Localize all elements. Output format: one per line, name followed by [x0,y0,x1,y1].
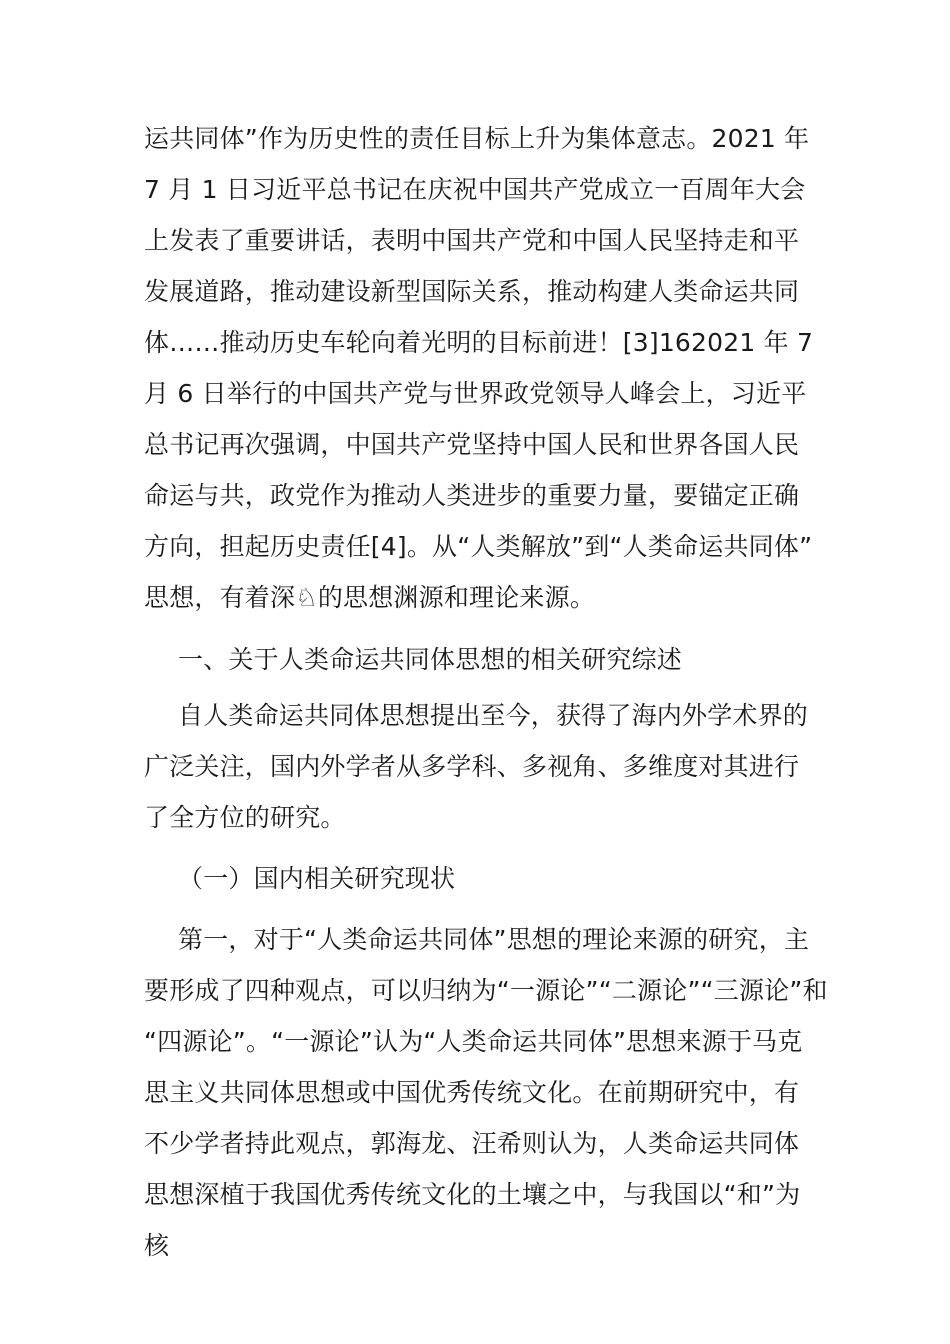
text-line: 思想，有着深♘的思想渊源和理论来源。 [144,583,596,612]
text-line: 运共同体”作为历史性的责任目标上升为集体意志。2021 年 [144,124,810,153]
text-line: 思主义共同体思想或中国优秀传统文化。在前期研究中，有 [144,1078,800,1107]
text-line: 方向，担起历史责任[4]。从“人类解放”到“人类命运共同体” [144,532,813,561]
text-line: 命运与共，政党作为推动人类进步的重要力量，要锚定正确 [144,481,800,510]
text-line: 思想深植于我国优秀传统文化的土壤之中，与我国以“和”为 [144,1180,801,1209]
text-line: 月 6 日举行的中国共产党与世界政党领导人峰会上，习近平 [144,379,807,408]
text-line: 核 [144,1231,170,1260]
text-line: 了全方位的研究。 [144,803,346,832]
text-line: 自人类命运共同体思想提出至今，获得了海内外学术界的 [178,701,809,730]
text-line: 广泛关注，国内外学者从多学科、多视角、多维度对其进行 [144,752,800,781]
text-line: 要形成了四种观点，可以归纳为“一源论”“二源论”“三源论”和 [144,976,828,1005]
text-line: 不少学者持此观点，郭海龙、汪希则认为，人类命运共同体 [144,1129,800,1158]
text-line: 7 月 1 日习近平总书记在庆祝中国共产党成立一百周年大会 [144,175,806,204]
text-line: 体……推动历史车轮向着光明的目标前进！[3]162021 年 7 [144,328,814,357]
text-line: 发展道路，推动建设新型国际关系，推动构建人类命运共同 [144,277,800,306]
section-heading: 一、关于人类命运共同体思想的相关研究综述 [178,645,683,674]
text-line: “四源论”。“一源论”认为“人类命运共同体”思想来源于马克 [144,1027,803,1056]
text-line: 第一，对于“人类命运共同体”思想的理论来源的研究，主 [178,925,810,954]
subsection-heading: （一）国内相关研究现状 [178,864,456,893]
text-line: 上发表了重要讲话，表明中国共产党和中国人民坚持走和平 [144,226,800,255]
text-line: 总书记再次强调，中国共产党坚持中国人民和世界各国人民 [144,430,800,459]
